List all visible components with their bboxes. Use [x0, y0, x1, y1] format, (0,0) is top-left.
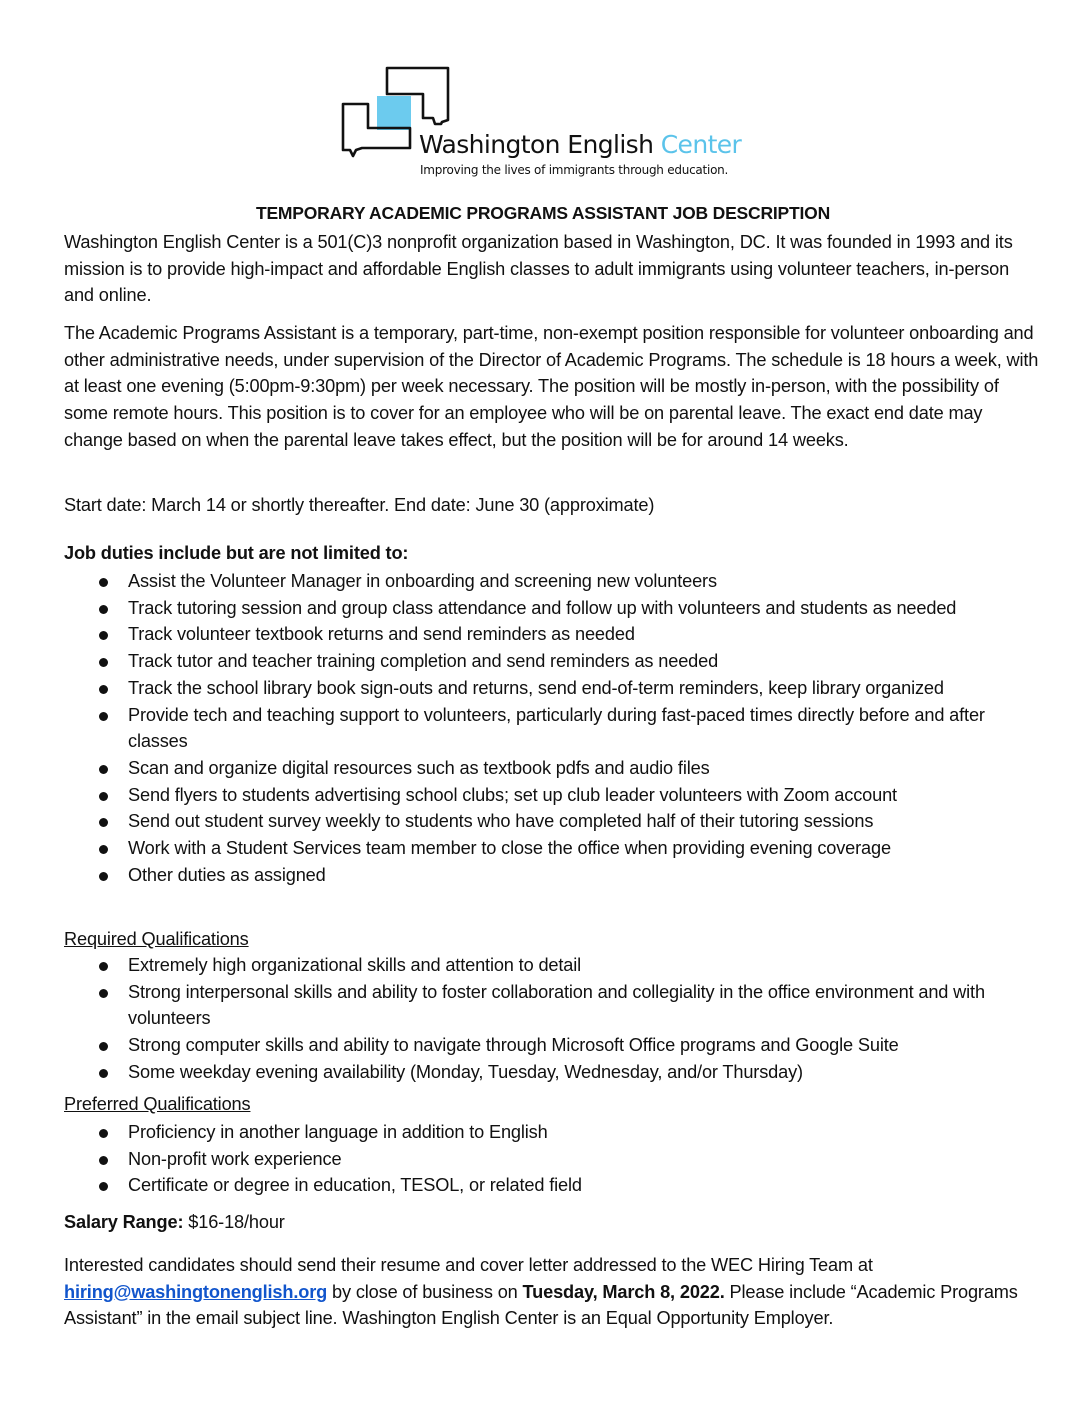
duty-item	[64, 648, 1039, 675]
organization-name-main: Washington English	[419, 130, 661, 159]
preferred-qualification-item-text: Non-profit work experience	[128, 1148, 342, 1169]
duties-heading: Job duties include but are not limited to:	[64, 543, 409, 563]
preferred-qualification-item	[64, 1146, 1039, 1173]
salary-range	[64, 1212, 285, 1233]
duty-item	[64, 808, 1039, 835]
duty-item-text: Send flyers to students advertising school clubs; set up club leader volunteers with Zoom account	[128, 784, 897, 805]
hiring-email-link[interactable]: hiring@washingtonenglish.org	[64, 1281, 328, 1302]
salary-label: Salary Range:	[64, 1212, 184, 1232]
duty-item-text: Assist the Volunteer Manager in onboarding and screening new volunteers	[128, 571, 717, 591]
organization-logo	[340, 66, 760, 181]
bullet-icon	[99, 1129, 108, 1138]
intro-paragraph-position: The Academic Programs Assistant is a temporary, part-time, non-exempt position responsible for volunteer onboarding and other administrative needs, under supervision of the Director of Academic Programs. The schedule is 18 hours a week, with at least one evening (5:00pm-9:30pm) per week necessary. The position will be mostly in-person, with the possibility of some remote hours. This position is to cover for an employee who will be on parental leave. The exact end date may change based on when the parental leave takes effect, but the position will be for around 14 weeks.	[64, 323, 1039, 450]
bullet-icon	[99, 872, 108, 881]
bullet-icon	[99, 792, 108, 801]
organization-name	[419, 130, 741, 159]
duty-item	[64, 568, 1039, 595]
duty-item-text: Work with a Student Services team member to close the office when providing evening coverage	[128, 838, 891, 859]
bullet-icon	[99, 1156, 108, 1165]
duty-item	[64, 782, 1039, 809]
duty-item-text: Track tutoring session and group class attendance and follow up with volunteers and students as needed	[128, 597, 957, 618]
required-qualification-item	[64, 979, 1039, 1032]
duty-item-text: Track tutor and teacher training completion and send reminders as needed	[128, 651, 719, 672]
bullet-icon	[99, 818, 108, 827]
required-qualification-item-text: Strong computer skills and ability to navigate through Microsoft Office programs and Google Suite	[128, 1035, 899, 1056]
preferred-qualification-item-text: Proficiency in another language in addition to English	[128, 1122, 548, 1142]
duty-item-text: Send out student survey weekly to students who have completed half of their tutoring sessions	[128, 811, 874, 832]
bullet-icon	[99, 578, 108, 587]
preferred-qualification-item	[64, 1172, 1039, 1199]
bullet-icon	[99, 1069, 108, 1078]
duty-item-text: Track the school library book sign-outs and returns, send end-of-term reminders, keep library organized	[128, 677, 944, 698]
duty-item	[64, 862, 1039, 889]
required-qualification-item-text: Strong interpersonal skills and ability to foster collaboration and collegiality in the office environment and with volunteers	[128, 981, 985, 1029]
bullet-icon	[99, 765, 108, 774]
bullet-icon	[99, 685, 108, 694]
preferred-qualification-item	[64, 1119, 1039, 1146]
document-title: TEMPORARY ACADEMIC PROGRAMS ASSISTANT JOB DESCRIPTION	[255, 203, 831, 223]
duty-item	[64, 835, 1039, 862]
closing-text-middle: by close of business on	[327, 1281, 523, 1302]
required-qualification-item	[64, 1059, 1039, 1086]
duty-item-text: Scan and organize digital resources such as textbook pdfs and audio files	[128, 757, 710, 778]
bullet-icon	[99, 1042, 108, 1051]
duty-item	[64, 755, 1039, 782]
preferred-qualifications-list	[64, 1119, 1039, 1199]
required-qualification-item-text: Some weekday evening availability (Monday, Tuesday, Wednesday, and/or Thursday)	[128, 1061, 803, 1082]
required-qualification-item	[64, 952, 1039, 979]
closing-text-before: Interested candidates should send their resume and cover letter addressed to the WEC Hiring Team at	[64, 1255, 873, 1275]
duty-item-text: Other duties as assigned	[128, 864, 326, 885]
required-qualifications-heading: Required Qualifications	[64, 929, 249, 949]
bullet-icon	[99, 845, 108, 854]
required-qualification-item	[64, 1032, 1039, 1059]
duty-item	[64, 595, 1039, 622]
duty-item-text: Provide tech and teaching support to volunteers, particularly during fast-paced times directly before and after classes	[128, 704, 985, 752]
intro-paragraph-organization: Washington English Center is a 501(C)3 nonprofit organization based in Washington, DC. It was founded in 1993 and its mission is to provide high-impact and affordable English classes to adult immigrants using volunteer teachers, in-person and online.	[64, 232, 1013, 306]
duty-item	[64, 702, 1039, 755]
required-qualifications-list	[64, 952, 1039, 1086]
duty-item	[64, 621, 1039, 648]
required-qualification-item-text: Extremely high organizational skills and attention to detail	[128, 955, 582, 975]
organization-name-accent: Center	[660, 130, 742, 159]
salary-value: $16-18/hour	[183, 1212, 285, 1232]
application-deadline: Tuesday, March 8, 2022.	[522, 1281, 725, 1302]
duties-list	[64, 568, 1039, 888]
preferred-qualification-item-text: Certificate or degree in education, TESOL, or related field	[128, 1175, 582, 1196]
application-instructions	[64, 1252, 1039, 1332]
bullet-icon	[99, 631, 108, 640]
bullet-icon	[99, 989, 108, 998]
dates-paragraph: Start date: March 14 or shortly thereafter. End date: June 30 (approximate)	[64, 495, 655, 515]
duty-item-text: Track volunteer textbook returns and send reminders as needed	[128, 624, 635, 645]
duty-item	[64, 675, 1039, 702]
bullet-icon	[99, 1182, 108, 1191]
organization-tagline: Improving the lives of immigrants through education.	[420, 163, 729, 177]
bullet-icon	[99, 712, 108, 721]
preferred-qualifications-heading: Preferred Qualifications	[64, 1094, 251, 1114]
bullet-icon	[99, 962, 108, 971]
closing-text-after: Please include “Academic Programs Assistant” in the email subject line. Washington English Center is an Equal Opportunity Employer.	[64, 1281, 1018, 1329]
bullet-icon	[99, 605, 108, 614]
bullet-icon	[99, 658, 108, 667]
